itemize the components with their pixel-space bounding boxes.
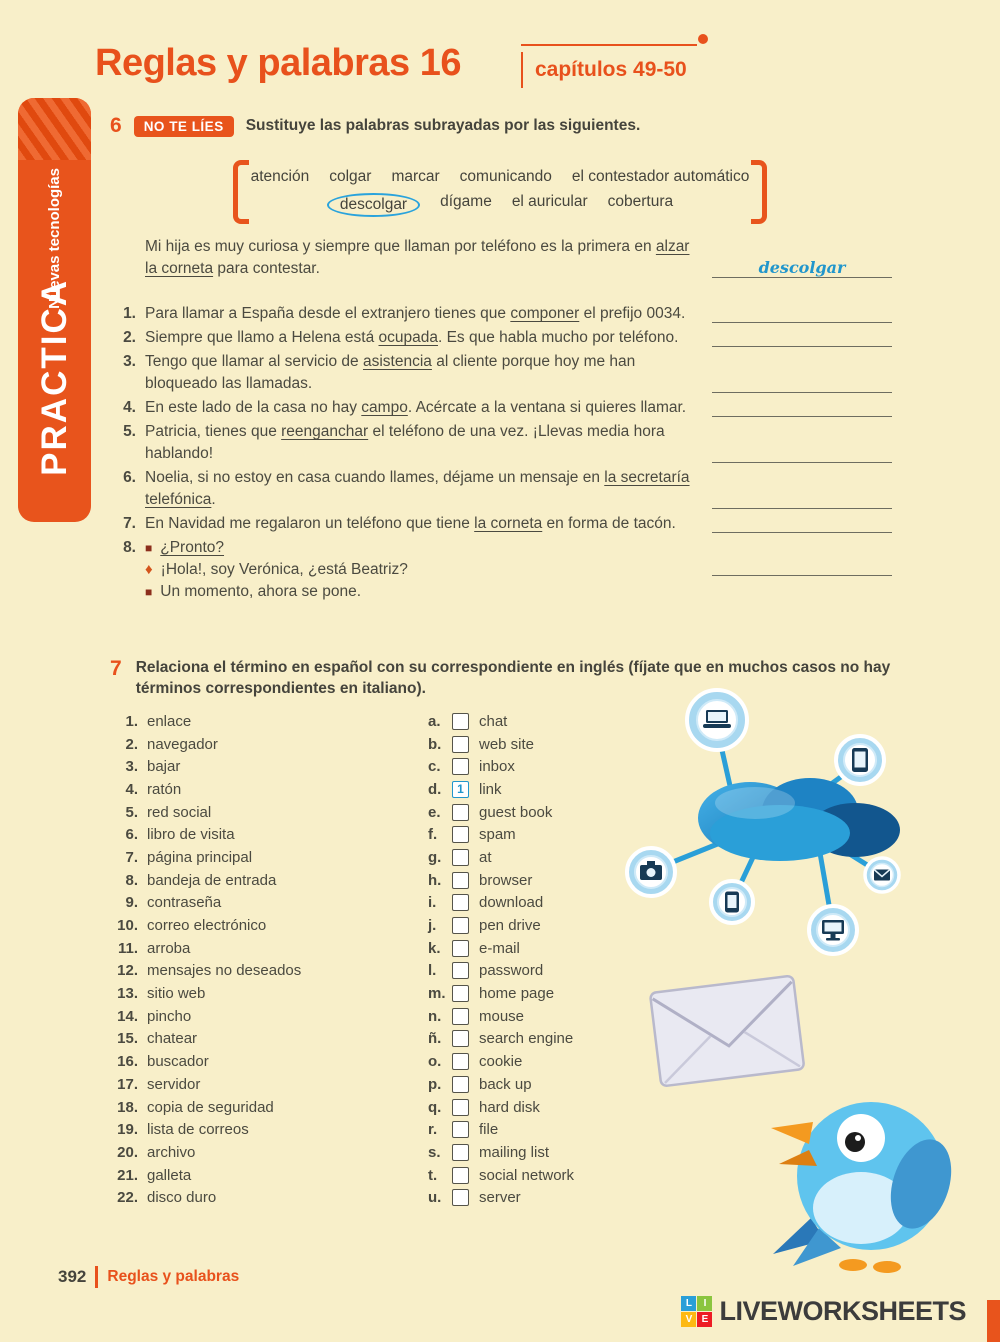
english-term: guest book: [479, 803, 553, 821]
term-letter: ñ.: [428, 1030, 442, 1048]
english-term: social network: [479, 1166, 575, 1184]
exercise6-item: [110, 397, 892, 419]
exercise7-instructions: Relaciona el término en español con su correspondiente en inglés (fíjate que en muchos casos no hay términos correspondientes en italiano).: [135, 659, 891, 697]
spanish-term: red social: [147, 803, 212, 821]
footer-divider: [95, 1266, 98, 1288]
english-term-row: [428, 1118, 678, 1141]
term-number: 15.: [117, 1030, 138, 1048]
english-term: web site: [479, 735, 535, 753]
monitor-icon: [809, 906, 857, 954]
answer-line[interactable]: [712, 373, 892, 393]
word-bank-line2: [327, 193, 673, 217]
bullet-icon: ■: [145, 541, 153, 555]
spanish-term-row: [110, 869, 410, 892]
answer-line[interactable]: [712, 443, 892, 463]
word-bank-line1: [251, 168, 750, 186]
term-number: 12.: [117, 962, 138, 980]
exercise6-item: [110, 421, 892, 465]
term-number: 1.: [125, 712, 138, 730]
term-letter: q.: [428, 1098, 442, 1116]
answer-box[interactable]: [452, 1121, 469, 1138]
exercise6-item8: [110, 537, 892, 605]
answer-box[interactable]: [452, 962, 469, 979]
spanish-term-row: [110, 823, 410, 846]
answer-box[interactable]: [452, 1144, 469, 1161]
decorative-line: [521, 44, 697, 46]
exercise6-instructions: Sustituye las palabras subrayadas por las siguientes.: [245, 117, 641, 134]
bird-illustration: [765, 1066, 960, 1281]
exercise7-number: 7: [110, 657, 122, 680]
spanish-term: servidor: [147, 1075, 201, 1093]
english-term: cookie: [479, 1053, 523, 1071]
exercise6-item: [110, 327, 892, 349]
spanish-term-row: [110, 1096, 410, 1119]
term-number: 6.: [125, 826, 138, 844]
page-number: 392: [58, 1267, 87, 1286]
term-number: 21.: [117, 1166, 138, 1184]
spanish-term-row: [110, 846, 410, 869]
dialogue-line: ■ ¿Pronto?: [145, 537, 693, 559]
answer-line[interactable]: [712, 327, 892, 347]
spanish-term: disco duro: [147, 1189, 217, 1207]
item-sentence: Siempre que llamo a Helena está ocupada. Es que habla mucho por teléfono.: [145, 329, 679, 346]
english-term: chat: [479, 712, 508, 730]
spanish-term-row: [110, 710, 410, 733]
term-number: 14.: [117, 1007, 138, 1025]
section-tab: [18, 98, 91, 522]
answer-box[interactable]: 1: [452, 781, 469, 798]
spanish-term-row: [110, 1073, 410, 1096]
spanish-terms-list: [110, 710, 410, 1209]
exercise6-header: [110, 114, 640, 138]
left-bracket-icon: [233, 160, 249, 224]
answer-box[interactable]: [452, 804, 469, 821]
spanish-term-row: [110, 960, 410, 983]
word-bank: [233, 160, 767, 224]
spanish-term: libro de visita: [147, 826, 235, 844]
right-bracket-icon: [751, 160, 767, 224]
term-number: 16.: [117, 1053, 138, 1071]
item-sentence: En Navidad me regalaron un teléfono que tiene la corneta en forma de tacón.: [145, 515, 676, 532]
answer-box[interactable]: [452, 758, 469, 775]
answer-box[interactable]: [452, 872, 469, 889]
english-term: password: [479, 962, 544, 980]
term-letter: b.: [428, 735, 442, 753]
term-letter: r.: [428, 1121, 438, 1139]
term-letter: u.: [428, 1189, 442, 1207]
term-letter: t.: [428, 1166, 438, 1184]
english-term-row: [428, 1164, 678, 1187]
english-term-row: [428, 1186, 678, 1209]
answer-line[interactable]: [712, 489, 892, 509]
term-number: 19.: [117, 1121, 138, 1139]
logo-squares-icon: L I V E: [681, 1296, 712, 1327]
filled-answer[interactable]: descolgar: [758, 258, 846, 277]
spanish-term: bandeja de entrada: [147, 871, 277, 889]
english-term: pen drive: [479, 917, 541, 935]
internet-cloud-illustration: [605, 678, 995, 983]
answer-box[interactable]: [452, 1030, 469, 1047]
english-term-row: [428, 1141, 678, 1164]
spanish-term-row: [110, 1005, 410, 1028]
page-title: Reglas y palabras 16: [95, 42, 461, 84]
item-number: 3.: [123, 353, 136, 370]
exercise6-badge: NO TE LÍES: [134, 116, 234, 137]
item-number: 1.: [123, 305, 136, 322]
spanish-term-row: [110, 1141, 410, 1164]
word-bank-word: cobertura: [607, 192, 674, 210]
spanish-term-row: [110, 778, 410, 801]
spanish-term-row: [110, 1050, 410, 1073]
item-sentence: En este lado de la casa no hay campo. Acércate a la ventana si quieres llamar.: [145, 399, 687, 416]
liveworksheets-logo: [681, 1296, 966, 1327]
term-letter: c.: [428, 758, 441, 776]
english-term: browser: [479, 871, 533, 889]
word-bank-word: colgar: [329, 167, 372, 185]
term-number: 4.: [125, 780, 138, 798]
term-letter: e.: [428, 803, 441, 821]
term-letter: s.: [428, 1143, 441, 1161]
answer-box[interactable]: [452, 1099, 469, 1116]
section-topic: Nuevas tecnologías: [46, 167, 63, 309]
word-bank-word-circled[interactable]: descolgar: [327, 193, 420, 217]
chapter-divider: [521, 52, 523, 88]
item-sentence: Para llamar a España desde el extranjero tienes que componer el prefijo 0034.: [145, 305, 686, 322]
word-bank-word: dígame: [440, 192, 492, 210]
english-term: link: [479, 780, 502, 798]
spanish-term: enlace: [147, 712, 192, 730]
item-number: 4.: [123, 399, 136, 416]
section-name: PRACTICA: [34, 278, 74, 476]
exercise6-items: [110, 303, 892, 537]
dialogue-line: ■ Un momento, ahora se pone.: [145, 581, 693, 603]
answer-line[interactable]: [712, 556, 892, 576]
english-term: mouse: [479, 1007, 525, 1025]
spanish-term: navegador: [147, 735, 218, 753]
smartphone-icon: [711, 881, 753, 923]
english-term: spam: [479, 826, 516, 844]
spanish-term-row: [110, 1186, 410, 1209]
spanish-term-row: [110, 801, 410, 824]
spanish-term: ratón: [147, 780, 182, 798]
spanish-term: copia de seguridad: [147, 1098, 274, 1116]
answer-box[interactable]: [452, 1189, 469, 1206]
word-bank-word: marcar: [391, 167, 440, 185]
english-term: file: [479, 1121, 499, 1139]
exercise6-item: [110, 513, 892, 535]
spanish-term-row: [110, 1028, 410, 1051]
term-number: 20.: [117, 1143, 138, 1161]
answer-line[interactable]: [712, 397, 892, 417]
spanish-term: correo electrónico: [147, 917, 267, 935]
english-term: hard disk: [479, 1098, 540, 1116]
english-term: e-mail: [479, 939, 520, 957]
decorative-dot: [698, 34, 708, 44]
page-footer: [58, 1266, 239, 1288]
term-letter: f.: [428, 826, 438, 844]
edge-decoration: [987, 1300, 1000, 1342]
english-term: back up: [479, 1075, 532, 1093]
english-term: inbox: [479, 758, 515, 776]
exercise6-item: [110, 351, 892, 395]
term-number: 8.: [125, 871, 138, 889]
item-number: 7.: [123, 515, 136, 532]
term-letter: g.: [428, 848, 442, 866]
spanish-term: archivo: [147, 1143, 196, 1161]
spanish-term: pincho: [147, 1007, 192, 1025]
spanish-term-row: [110, 755, 410, 778]
term-letter: n.: [428, 1007, 442, 1025]
tablet-icon: [836, 736, 884, 784]
term-number: 5.: [125, 803, 138, 821]
answer-line[interactable]: [712, 258, 892, 278]
term-number: 7.: [125, 848, 138, 866]
spanish-term-row: [110, 733, 410, 756]
chapter-range: capítulos 49-50: [535, 58, 687, 81]
english-term: at: [479, 848, 492, 866]
answer-box[interactable]: [452, 826, 469, 843]
spanish-term-row: [110, 982, 410, 1005]
item-number: 2.: [123, 329, 136, 346]
term-number: 2.: [125, 735, 138, 753]
brand-name: LIVEWORKSHEETS: [719, 1296, 966, 1326]
english-term: server: [479, 1189, 521, 1207]
term-number: 18.: [117, 1098, 138, 1116]
example-sentence: Mi hija es muy curiosa y siempre que llaman por teléfono es la primera en alzar la corneta para contestar.: [145, 238, 690, 277]
camera-icon: [627, 848, 675, 896]
answer-box[interactable]: [452, 894, 469, 911]
term-number: 10.: [117, 917, 138, 935]
term-number: 11.: [117, 939, 138, 957]
answer-box[interactable]: [452, 1076, 469, 1093]
term-number: 3.: [125, 758, 138, 776]
answer-box[interactable]: [452, 1167, 469, 1184]
word-bank-word: comunicando: [459, 167, 552, 185]
bullet-icon: ■: [145, 585, 153, 599]
spanish-term: sitio web: [147, 985, 206, 1003]
term-letter: d.: [428, 780, 442, 798]
exercise6-number: 6: [110, 114, 122, 137]
answer-box[interactable]: [452, 849, 469, 866]
spanish-term-row: [110, 892, 410, 915]
spanish-term-row: [110, 1118, 410, 1141]
term-letter: m.: [428, 985, 446, 1003]
term-letter: k.: [428, 939, 441, 957]
term-number: 22.: [117, 1189, 138, 1207]
term-letter: j.: [428, 917, 437, 935]
term-letter: h.: [428, 871, 442, 889]
spanish-term: buscador: [147, 1053, 209, 1071]
dialogue: [145, 537, 693, 603]
footer-title: Reglas y palabras: [107, 1268, 240, 1285]
bullet-icon: ♦: [145, 561, 153, 578]
exercise6-item: [110, 303, 892, 325]
exercise6-example: [110, 236, 892, 282]
term-letter: p.: [428, 1075, 442, 1093]
laptop-icon: [687, 690, 747, 750]
term-letter: a.: [428, 712, 441, 730]
dialogue-line: ♦ ¡Hola!, soy Verónica, ¿está Beatriz?: [145, 559, 693, 581]
spanish-term: galleta: [147, 1166, 192, 1184]
spanish-term: bajar: [147, 758, 181, 776]
term-number: 17.: [117, 1075, 138, 1093]
english-term: download: [479, 894, 544, 912]
answer-box[interactable]: [452, 736, 469, 753]
answer-line[interactable]: [712, 513, 892, 533]
word-bank-word: el contestador automático: [571, 167, 750, 185]
term-letter: i.: [428, 894, 437, 912]
answer-box[interactable]: [452, 713, 469, 730]
spanish-term: lista de correos: [147, 1121, 249, 1139]
answer-box[interactable]: [452, 1053, 469, 1070]
term-letter: l.: [428, 962, 437, 980]
spanish-term: mensajes no deseados: [147, 962, 302, 980]
item-sentence: Patricia, tienes que reenganchar el teléfono de una vez. ¡Llevas media hora hablando!: [145, 423, 665, 462]
exercise6-item: [110, 467, 892, 511]
item-number: 6.: [123, 469, 136, 486]
term-number: 9.: [125, 894, 138, 912]
word-bank-word: el auricular: [511, 192, 588, 210]
word-bank-word: atención: [250, 167, 310, 185]
cloud-icon: [698, 778, 900, 861]
item-number: 5.: [123, 423, 136, 440]
mail-icon: [865, 858, 899, 892]
answer-box[interactable]: [452, 917, 469, 934]
spanish-term-row: [110, 1164, 410, 1187]
answer-line[interactable]: [712, 303, 892, 323]
answer-box[interactable]: [452, 985, 469, 1002]
english-term: search engine: [479, 1030, 574, 1048]
item-sentence: Noelia, si no estoy en casa cuando llames, déjame un mensaje en la secretaría telefónica.: [145, 469, 690, 508]
answer-box[interactable]: [452, 1008, 469, 1025]
spanish-term: página principal: [147, 848, 253, 866]
spanish-term: contraseña: [147, 894, 222, 912]
english-term: mailing list: [479, 1143, 550, 1161]
term-letter: o.: [428, 1053, 442, 1071]
item-sentence: Tengo que llamar al servicio de asistencia al cliente porque hoy me han bloqueado las llamadas.: [145, 353, 636, 392]
spanish-term: chatear: [147, 1030, 198, 1048]
spanish-term-row: [110, 937, 410, 960]
english-term: home page: [479, 985, 555, 1003]
spanish-term: arroba: [147, 939, 191, 957]
answer-box[interactable]: [452, 940, 469, 957]
item-number: 8.: [123, 539, 136, 556]
spanish-term-row: [110, 914, 410, 937]
term-number: 13.: [117, 985, 138, 1003]
